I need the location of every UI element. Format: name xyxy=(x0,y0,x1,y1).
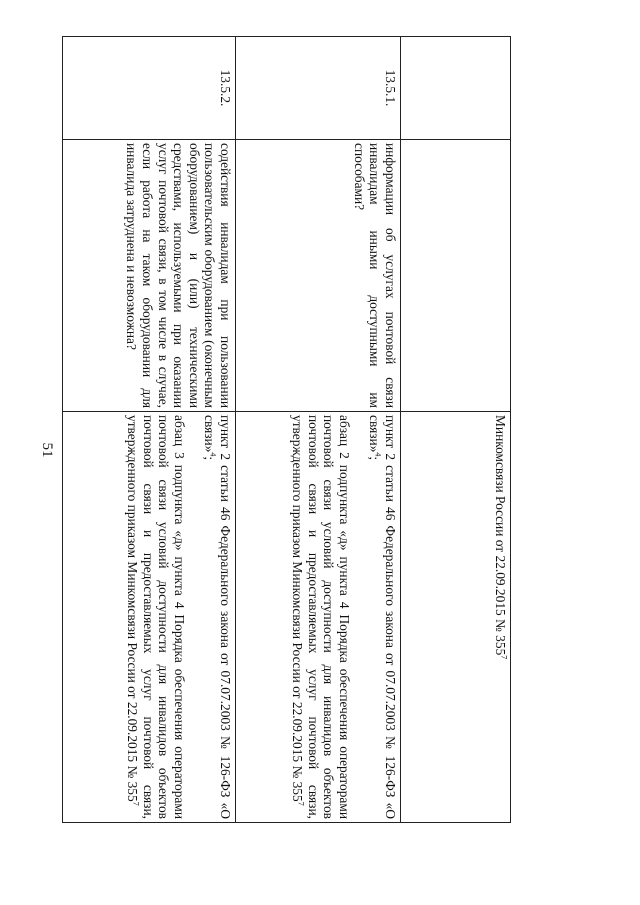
legal-basis-paragraph: пункт 2 статьи 46 Федерального закона от 07.07.2003 № 126-ФЗ «О связи»$^4$; xyxy=(367,415,398,819)
requirement-cell: содействия инвалидам при пользовании пользовательским оборудованием (оконечным оборудованием) и (или) техническими средствами, используемыми при оказании услуг почтовой связи, в том числе в случае, если работа на таком оборудовании для инвалида затруднена и невозможна? xyxy=(63,140,236,412)
legal-basis-paragraph: пункт 2 статьи 46 Федерального закона от 07.07.2003 № 126-ФЗ «О связи»$^4$; xyxy=(202,415,233,819)
legal-basis-cell xyxy=(63,412,236,823)
footnote-ref: 7 xyxy=(131,801,141,806)
page-number: 51 xyxy=(39,442,55,458)
table-row xyxy=(236,37,401,823)
table-row xyxy=(63,37,236,823)
table-row xyxy=(401,37,511,823)
requirements-table xyxy=(62,36,511,823)
legal-basis-paragraph: Минкомсвязи России от 22.09.2015 № $355^7$ xyxy=(493,415,509,660)
footnote-ref: 4 xyxy=(208,452,218,457)
requirement-cell xyxy=(401,140,511,412)
rotated-table-frame xyxy=(78,36,511,822)
legal-basis-cell xyxy=(401,412,511,823)
footnote-ref: 7 xyxy=(296,801,306,806)
legal-basis-cell xyxy=(236,412,401,823)
item-number-cell: 13.5.2. xyxy=(63,37,236,140)
footnote-ref: 7 xyxy=(499,655,509,660)
legal-basis-paragraph: абзац 3 подпункта «д» пункта 4 Порядка обеспечения операторами почтовой связи условий доступности для инвалидов объектов почтовой связи и предоставляемых услуг почтовой связи, утвержденного приказом Минкомсвязи России от 22.09.2015 № $355^7$ xyxy=(125,415,187,819)
footnote-ref: 4 xyxy=(373,452,383,457)
requirement-cell: информации об услугах почтовой связи инвалидам иными доступными им способами? xyxy=(236,140,401,412)
item-number-cell xyxy=(401,37,511,140)
legal-basis-paragraph: абзац 2 подпункта «д» пункта 4 Порядка обеспечения операторами почтовой связи условий доступности для инвалидов объектов почтовой связи и предоставляемых услуг почтовой связи, утвержденного приказом Минкомсвязи России от 22.09.2015 № $355^7$ xyxy=(290,415,352,819)
item-number-cell: 13.5.1. xyxy=(236,37,401,140)
